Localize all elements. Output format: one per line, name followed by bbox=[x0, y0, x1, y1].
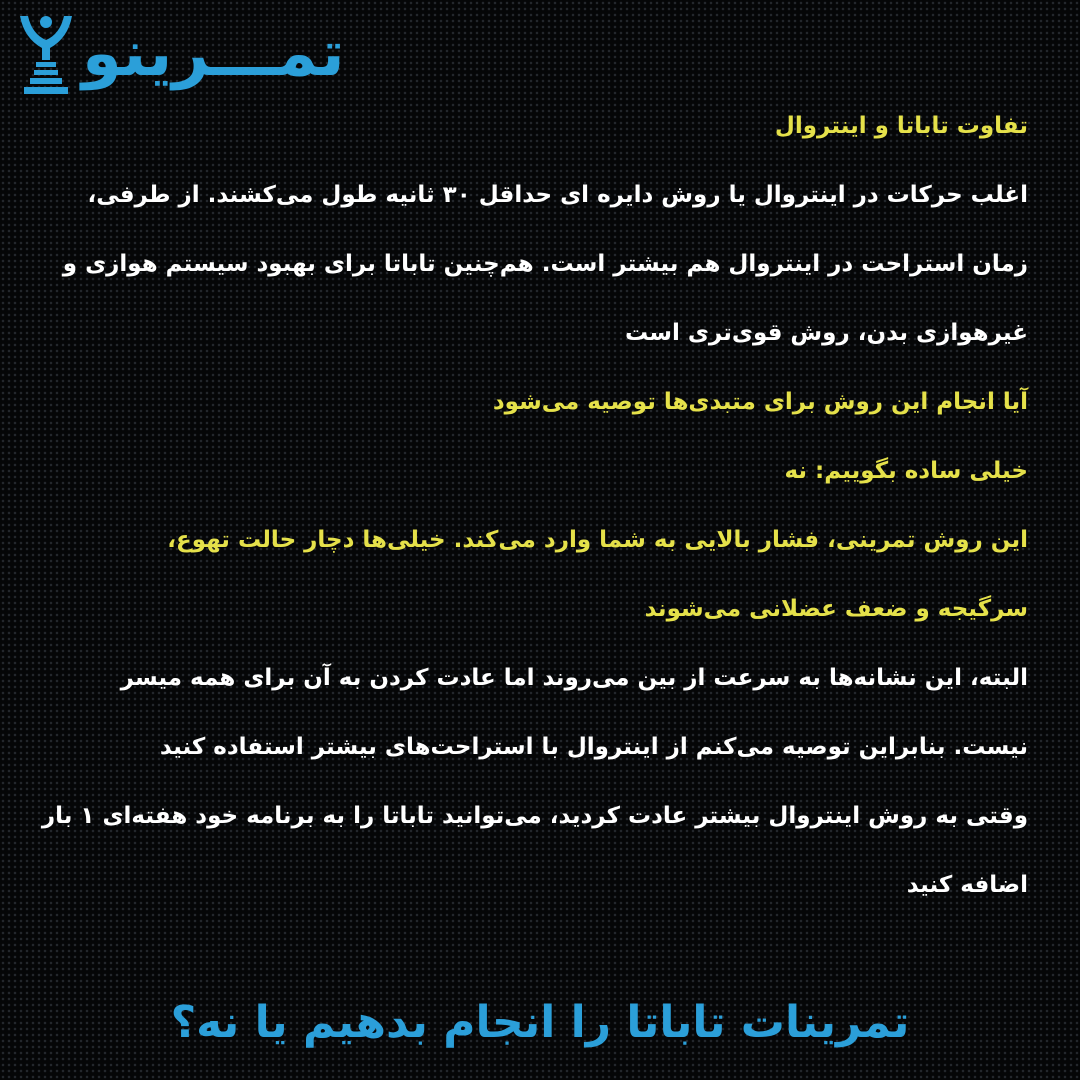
section-heading-beginners: آیا انجام این روش برای متبدی‌ها توصیه می‌شود bbox=[492, 389, 1028, 415]
paragraph-line: غیرهوازی بدن، روش قوی‌تری است bbox=[624, 320, 1028, 346]
answer-line: خیلی ساده بگوییم: نه bbox=[784, 458, 1028, 484]
paragraph-line: زمان استراحت در اینتروال هم بیشتر است. هم‌چنین تاباتا برای بهبود سیستم هوازی و bbox=[62, 251, 1028, 277]
footer-title: تمرینات تاباتا را انجام بدهیم یا نه؟ bbox=[170, 997, 910, 1049]
paragraph-line: نیست. بنابراین توصیه می‌کنم از اینتروال با استراحت‌های بیشتر استفاده کنید bbox=[159, 734, 1028, 760]
warning-line: سرگیجه و ضعف عضلانی می‌شوند bbox=[644, 596, 1028, 622]
brand-name: تمـــرینو bbox=[82, 17, 345, 91]
paragraph-line: اضافه کنید bbox=[906, 872, 1028, 898]
article-body bbox=[28, 92, 1028, 920]
brand-logo bbox=[14, 8, 345, 100]
section-heading-difference: تفاوت تاباتا و اینتروال bbox=[774, 113, 1028, 139]
paragraph-line: وقتی به روش اینتروال بیشتر عادت کردید، می‌توانید تاباتا را به برنامه خود هفته‌ای ۱ بار bbox=[41, 803, 1028, 829]
warning-line: این روش تمرینی، فشار بالایی به شما وارد می‌کند. خیلی‌ها دچار حالت تهوع، bbox=[167, 527, 1028, 553]
trophy-pawn-icon bbox=[14, 12, 78, 96]
paragraph-line: اغلب حرکات در اینتروال یا روش دایره ای حداقل ۳۰ ثانیه طول می‌کشند. از طرفی، bbox=[87, 182, 1028, 208]
paragraph-line: البته، این نشانه‌ها به سرعت از بین می‌روند اما عادت کردن به آن برای همه میسر bbox=[120, 665, 1028, 691]
